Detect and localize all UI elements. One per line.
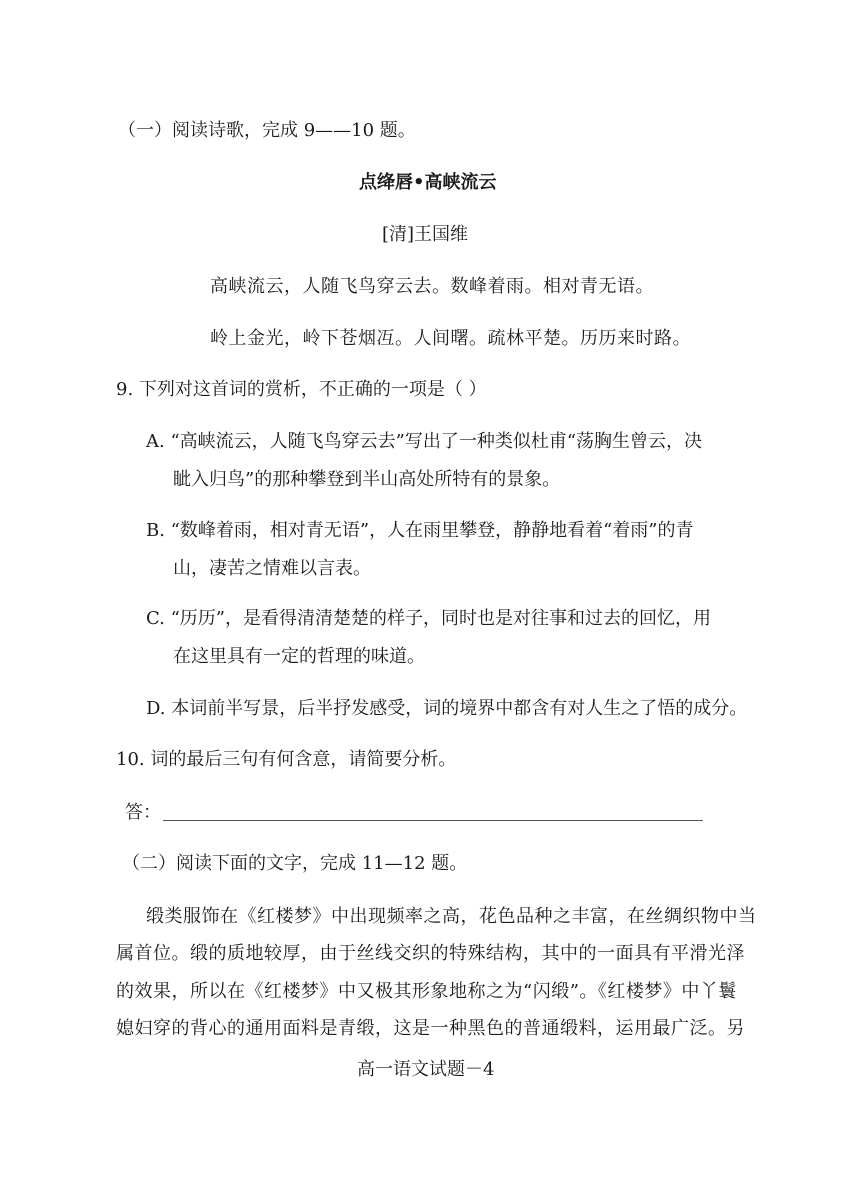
q9-option-a-line2: 眦入归鸟”的那种攀登到半山高处所特有的景象。 xyxy=(173,469,561,490)
q9-option-a-line1: A. “高峡流云，人随飞鸟穿云去”写出了一种类似杜甫“荡胸生曾云，决 xyxy=(146,431,703,452)
q10-answer-line[interactable] xyxy=(163,820,703,821)
poem-author: [清]王国维 xyxy=(382,224,469,245)
passage-line-1: 缎类服饰在《红楼梦》中出现频率之高，花色品种之丰富，在丝绸织物中当 xyxy=(146,906,757,927)
passage-line-3: 的效果，所以在《红楼梦》中又极其形象地称之为“闪缎”。《红楼梦》中丫鬟 xyxy=(116,981,737,1002)
q9-option-c-line1: C. “历历”，是看得清清楚楚的样子，同时也是对往事和过去的回忆，用 xyxy=(146,608,711,629)
q9-option-c-line2: 在这里具有一定的哲理的味道。 xyxy=(173,646,425,667)
section2-heading: （二）阅读下面的文字，完成 11—12 题。 xyxy=(122,853,468,874)
poem-line-2: 岭上金光，岭下苍烟冱。人间曙。疏林平楚。历历来时路。 xyxy=(210,328,691,349)
q9-stem: 9. 下列对这首词的赏析，不正确的一项是（ ） xyxy=(116,379,487,400)
poem-title: 点绛唇•高峡流云 xyxy=(359,172,497,193)
q10-answer-label: 答： xyxy=(125,802,161,823)
q9-option-b-line1: B. “数峰着雨，相对青无语”，人在雨里攀登，静静地看着“着雨”的青 xyxy=(146,520,694,541)
section1-heading: （一）阅读诗歌，完成 9——10 题。 xyxy=(118,120,416,141)
page-footer: 高一语文试题－4 xyxy=(357,1059,495,1080)
q9-option-d: D. 本词前半写景，后半抒发感受，词的境界中都含有对人生之了悟的成分。 xyxy=(146,698,748,719)
q10-stem: 10. 词的最后三句有何含意，请简要分析。 xyxy=(116,749,457,770)
poem-line-1: 高峡流云，人随飞鸟穿云去。数峰着雨。相对青无语。 xyxy=(210,276,654,297)
q9-option-b-line2: 山，凄苦之情难以言表。 xyxy=(173,558,371,579)
passage-line-2: 属首位。缎的质地较厚，由于丝线交织的特殊结构，其中的一面具有平滑光泽 xyxy=(116,943,745,964)
passage-line-4: 媳妇穿的背心的通用面料是青缎，这是一种黑色的普通缎料，运用最广泛。另 xyxy=(116,1018,745,1039)
